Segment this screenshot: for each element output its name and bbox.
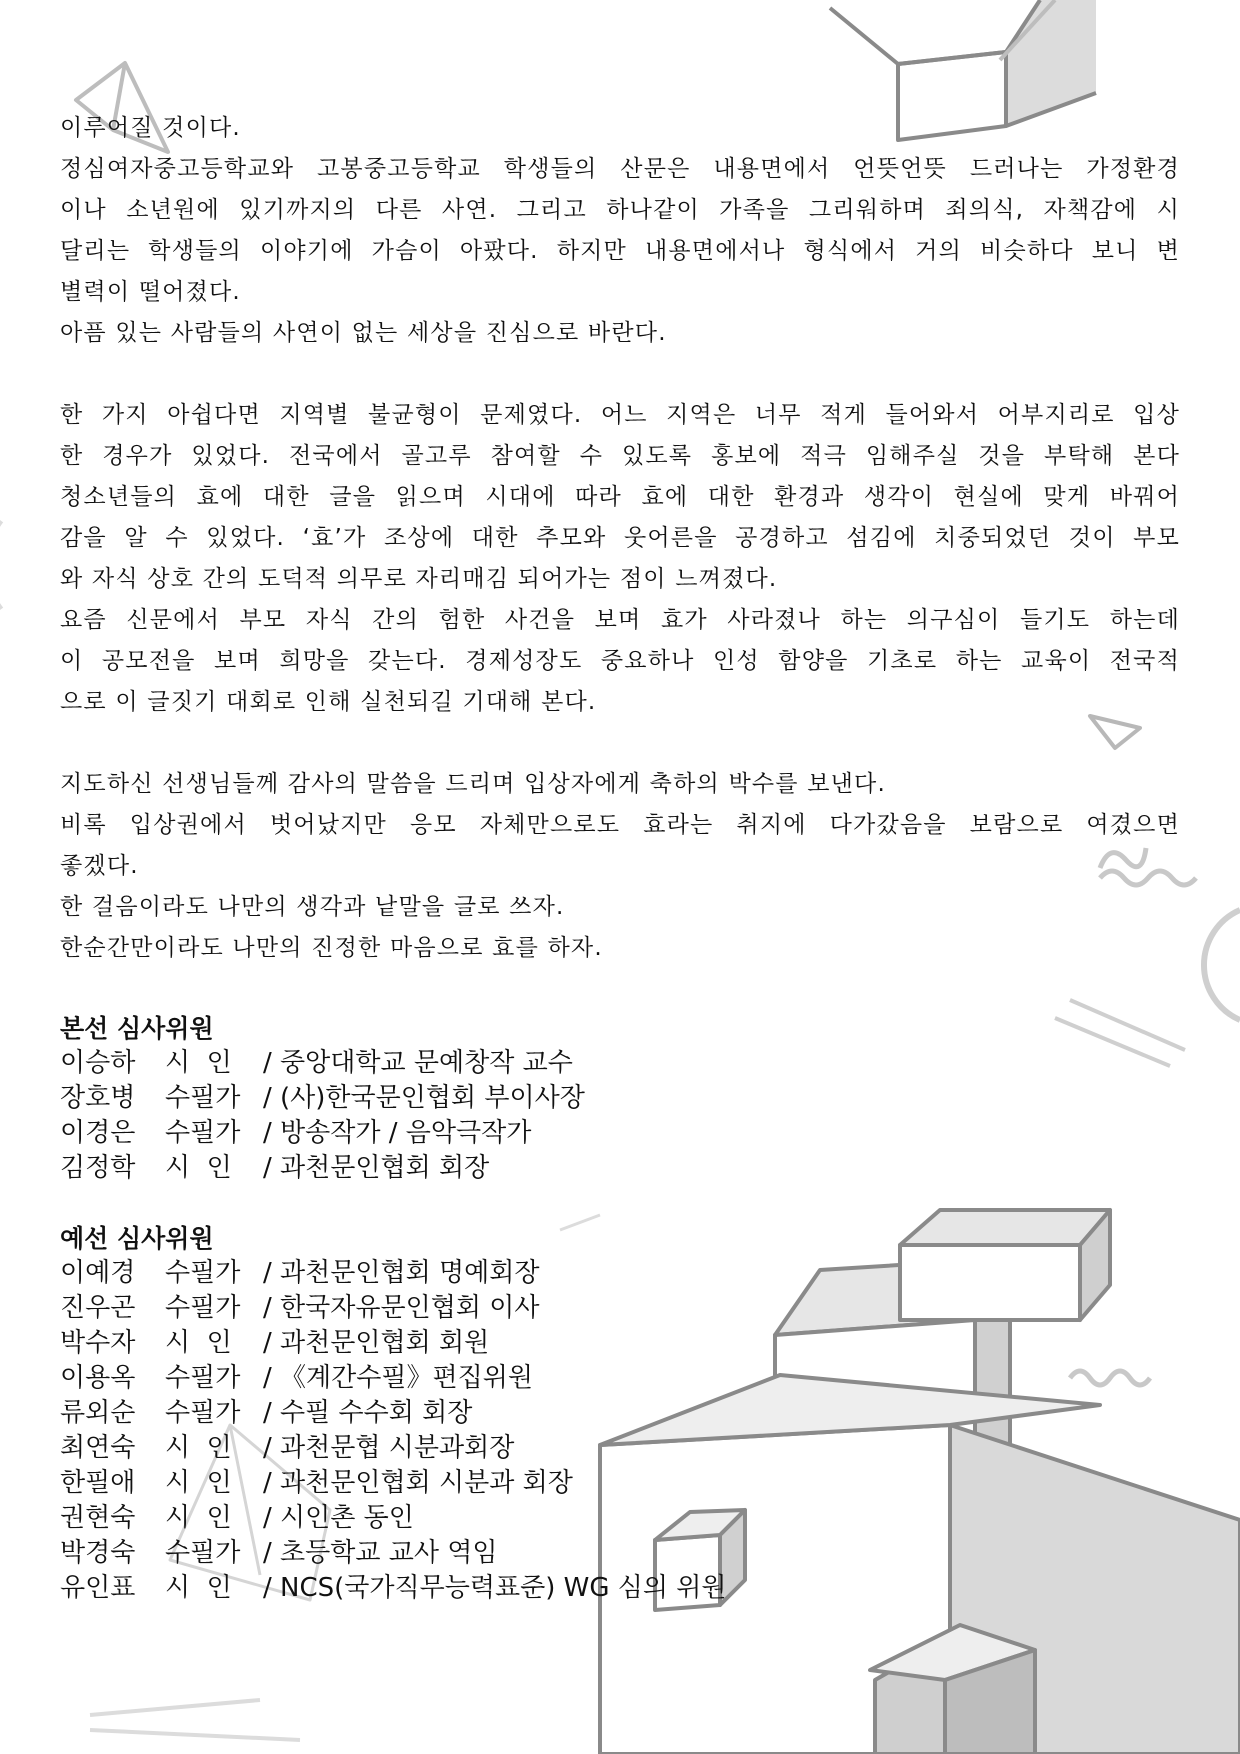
text-line: 한순간만이라도 나만의 진정한 마음으로 효를 하자. <box>60 935 603 961</box>
paragraph-1 <box>60 108 1180 354</box>
judge-desc: / 한국자유문인협회 이사 <box>263 1293 540 1323</box>
judge-name: 이경은 <box>60 1118 136 1148</box>
judge-row <box>60 1081 1180 1116</box>
prelim-judges-section <box>60 1221 1180 1606</box>
judge-desc: / (사)한국문인협회 부이사장 <box>263 1083 585 1113</box>
judge-name: 한필애 <box>60 1468 136 1498</box>
judge-desc: / 방송작가 / 음악극작가 <box>263 1118 532 1148</box>
page-content <box>60 108 1180 1606</box>
judge-name: 이용옥 <box>60 1363 136 1393</box>
judge-role: 수필가 <box>165 1293 241 1323</box>
judge-desc: / 과천문인협회 명예회장 <box>263 1258 540 1288</box>
text-line: 한 가지 아쉽다면 지역별 불균형이 문제였다. 어느 지역은 너무 적게 들어와서 어부지리로 입상 <box>60 402 1180 428</box>
paragraph-3 <box>60 764 1180 969</box>
judge-role: 시 인 <box>165 1153 232 1183</box>
text-line: 한 걸음이라도 나만의 생각과 낱말을 글로 쓰자. <box>60 894 565 920</box>
judge-name: 권현숙 <box>60 1503 136 1533</box>
judge-row <box>60 1046 1180 1081</box>
text-line: 좋겠다. <box>60 853 139 879</box>
text-line: 별력이 떨어졌다. <box>60 279 241 305</box>
judge-desc: / 초등학교 교사 역임 <box>263 1538 498 1568</box>
judge-row <box>60 1536 1180 1571</box>
judge-row <box>60 1501 1180 1536</box>
judge-role: 수필가 <box>165 1363 241 1393</box>
judge-desc: / 과천문인협회 회원 <box>263 1328 490 1358</box>
text-line: 정심여자중고등학교와 고봉중고등학교 학생들의 산문은 내용면에서 언뜻언뜻 드러나는 가정환경 <box>60 156 1180 182</box>
judge-name: 최연숙 <box>60 1433 136 1463</box>
circle-arc-right <box>1204 910 1240 1020</box>
main-judges-title: 본선 심사위원 <box>60 1014 214 1043</box>
judge-name: 유인표 <box>60 1573 136 1603</box>
judge-role: 수필가 <box>165 1083 241 1113</box>
judge-desc: / NCS(국가직무능력표준) WG 심의 위원 <box>263 1573 727 1603</box>
judge-name: 이예경 <box>60 1258 136 1288</box>
judge-row <box>60 1256 1180 1291</box>
judge-row <box>60 1466 1180 1501</box>
text-line: 달리는 학생들의 이야기에 가슴이 아팠다. 하지만 내용면에서나 형식에서 거의 비슷하다 보니 변 <box>60 238 1180 264</box>
judge-desc: / 과천문인협회 시분과 회장 <box>263 1468 573 1498</box>
judge-row <box>60 1361 1180 1396</box>
text-line: 감을 알 수 있었다. ‘효’가 조상에 대한 추모와 웃어른을 공경하고 섬김에 치중되었던 것이 부모 <box>60 525 1180 551</box>
judge-name: 진우곤 <box>60 1293 136 1323</box>
text-line: 한 경우가 있었다. 전국에서 골고루 참여할 수 있도록 홍보에 적극 임해주실 것을 부탁해 본다 <box>60 443 1180 469</box>
text-line: 아픔 있는 사람들의 사연이 없는 세상을 진심으로 바란다. <box>60 320 667 346</box>
judge-role: 시 인 <box>165 1573 232 1603</box>
judge-desc: / 과천문인협회 회장 <box>263 1153 490 1183</box>
text-line: 요즘 신문에서 부모 자식 간의 험한 사건을 보며 효가 사라졌나 하는 의구심이 들기도 하는데 <box>60 607 1180 633</box>
judge-desc: / 과천문협 시분과회장 <box>263 1433 515 1463</box>
text-line: 청소년들의 효에 대한 글을 읽으며 시대에 따라 효에 대한 환경과 생각이 현실에 맞게 바꿔어 <box>60 484 1180 510</box>
judge-row <box>60 1291 1180 1326</box>
text-line: 비록 입상권에서 벗어났지만 응모 자체만으로도 효라는 취지에 다가갔음을 보람으로 여겼으면 <box>60 812 1180 838</box>
judge-row <box>60 1151 1180 1186</box>
judge-role: 시 인 <box>165 1433 232 1463</box>
judge-role: 시 인 <box>165 1328 232 1358</box>
judge-row <box>60 1396 1180 1431</box>
judge-name: 장호병 <box>60 1083 136 1113</box>
judge-role: 수필가 <box>165 1118 241 1148</box>
judge-name: 이승하 <box>60 1048 136 1078</box>
text-line: 지도하신 선생님들께 감사의 말씀을 드리며 입상자에게 축하의 박수를 보낸다. <box>60 771 886 797</box>
judge-role: 수필가 <box>165 1258 241 1288</box>
judge-role: 시 인 <box>165 1503 232 1533</box>
judge-name: 박경숙 <box>60 1538 136 1568</box>
text-line: 으로 이 글짓기 대회로 인해 실천되길 기대해 본다. <box>60 689 597 715</box>
text-line: 이 공모전을 보며 희망을 갖는다. 경제성장도 중요하나 인성 함양을 기초로 하는 교육이 전국적 <box>60 648 1180 674</box>
paragraph-2 <box>60 395 1180 723</box>
judge-name: 박수자 <box>60 1328 136 1358</box>
text-line: 이나 소년원에 있기까지의 다른 사연. 그리고 하나같이 가족을 그리워하며 죄의식, 자책감에 시 <box>60 197 1180 223</box>
judge-row <box>60 1431 1180 1466</box>
judge-role: 시 인 <box>165 1468 232 1498</box>
main-judges-section <box>60 1011 1180 1186</box>
judge-role: 수필가 <box>165 1398 241 1428</box>
judge-role: 수필가 <box>165 1538 241 1568</box>
judge-row <box>60 1326 1180 1361</box>
judge-row <box>60 1116 1180 1151</box>
judge-name: 류외순 <box>60 1398 136 1428</box>
judge-desc: / 중앙대학교 문예창작 교수 <box>263 1048 573 1078</box>
judge-desc: / 시인촌 동인 <box>263 1503 414 1533</box>
judge-desc: / 수필 수수회 회장 <box>263 1398 473 1428</box>
judge-role: 시 인 <box>165 1048 232 1078</box>
judge-name: 김정학 <box>60 1153 136 1183</box>
prelim-judges-title: 예선 심사위원 <box>60 1224 214 1253</box>
text-line: 이루어질 것이다. <box>60 115 241 141</box>
judge-row <box>60 1571 1180 1606</box>
text-line: 와 자식 상호 간의 도덕적 의무로 자리매김 되어가는 점이 느껴졌다. <box>60 566 778 592</box>
judge-desc: / 《계간수필》편집위원 <box>263 1363 533 1393</box>
